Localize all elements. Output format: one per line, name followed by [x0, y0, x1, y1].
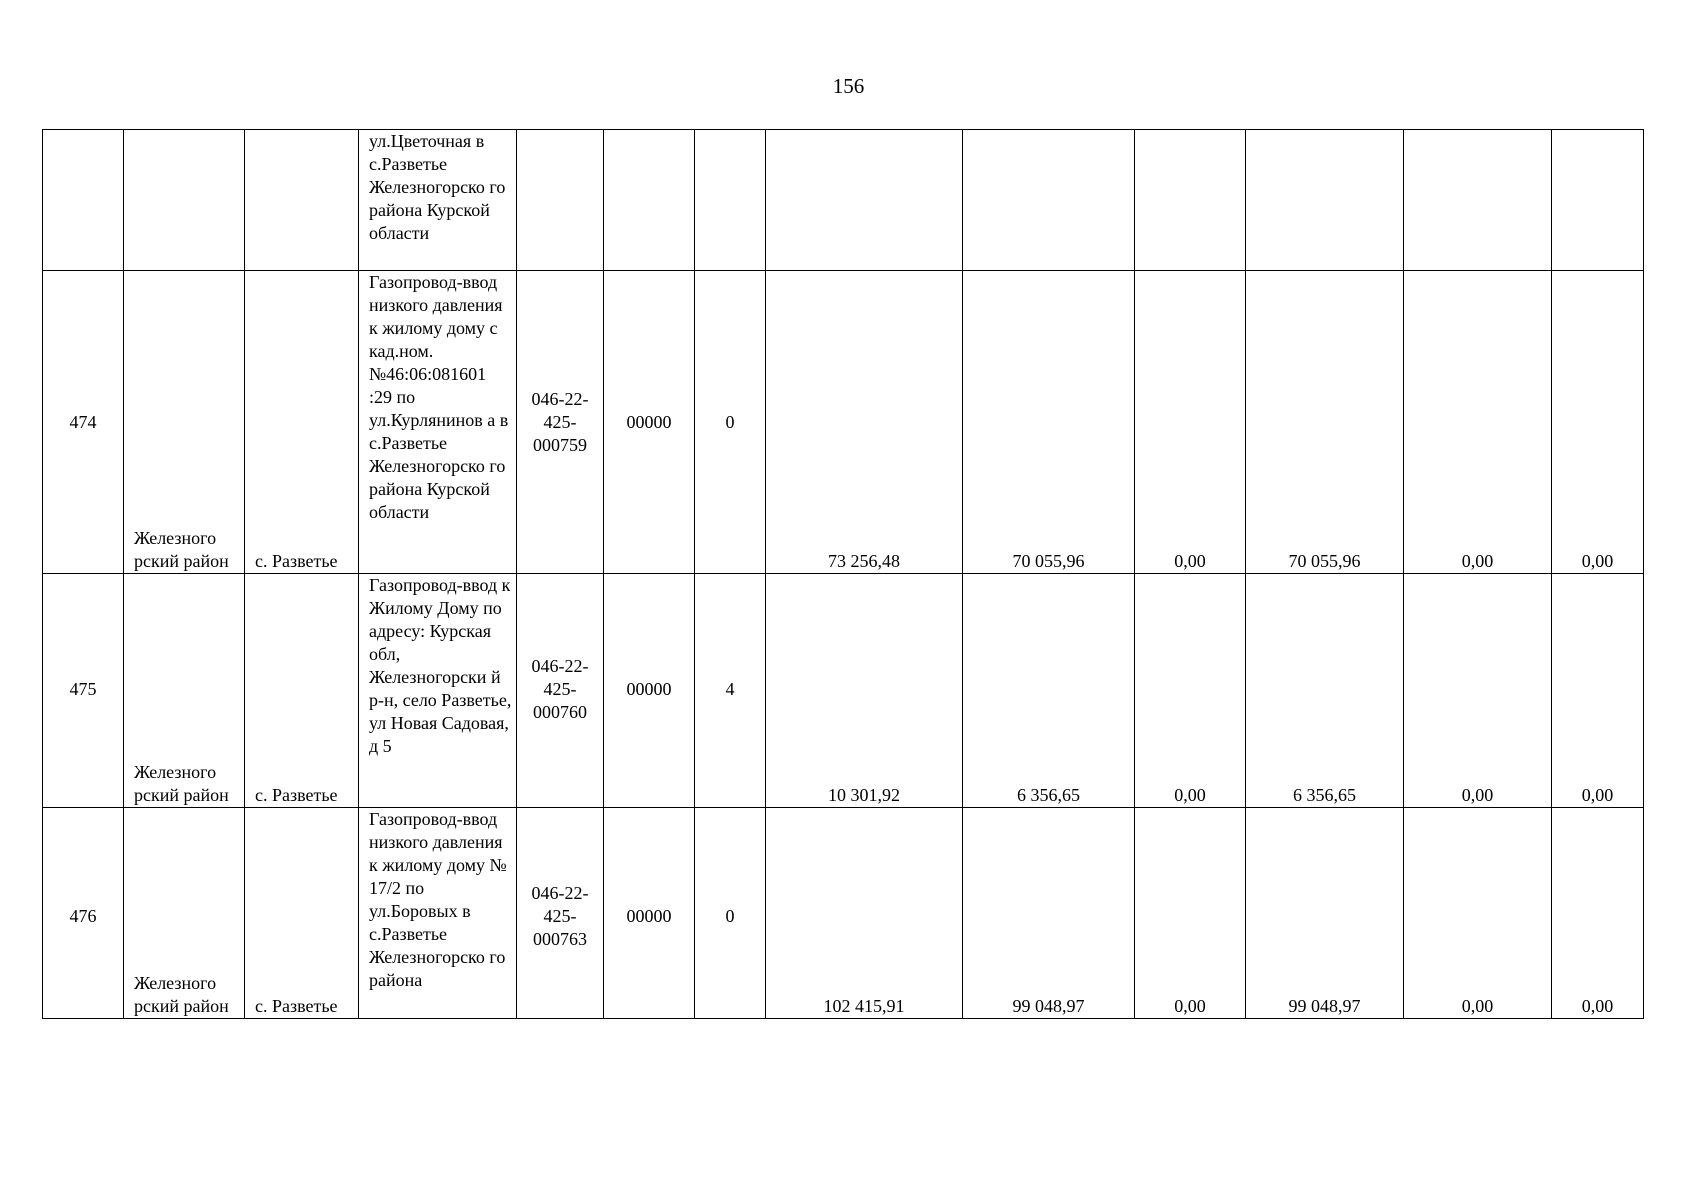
cell-value-2 [963, 271, 1135, 574]
cell-value-3 [1135, 574, 1246, 808]
col7-value: 0 [725, 412, 735, 432]
cell-code [517, 271, 604, 574]
table-row-continuation [43, 130, 1644, 271]
registry-code: 046-22-425-000760 [531, 656, 589, 722]
cell-district [124, 808, 245, 1019]
cell-district [124, 130, 245, 271]
value-4: 70 055,96 [1288, 551, 1361, 571]
cell-settlement [245, 808, 359, 1019]
settlement-name: с. Разветье [255, 551, 338, 571]
table-row [43, 271, 1644, 574]
cell-value-6 [1552, 574, 1644, 808]
value-5: 0,00 [1461, 785, 1494, 805]
registry-code: 046-22-425-000763 [531, 883, 589, 949]
col6-value: 00000 [626, 412, 672, 432]
cell-value-1 [766, 271, 963, 574]
cell-object [359, 130, 517, 271]
cell-value-1 [766, 808, 963, 1019]
cell-value-2 [963, 574, 1135, 808]
value-4: 6 356,65 [1293, 785, 1356, 805]
cell-value-4 [1246, 808, 1404, 1019]
cell-col7 [695, 574, 766, 808]
cell-col6 [604, 808, 695, 1019]
value-5: 0,00 [1461, 551, 1494, 571]
object-description: Газопровод-ввод к Жилому Дому по адресу: Курская обл, Железногорски й р-н, село Разветье, ул Новая Садовая, д 5 [369, 575, 512, 756]
col7-value: 4 [725, 679, 735, 699]
value-1: 10 301,92 [828, 785, 900, 805]
cell-value-5 [1404, 574, 1552, 808]
cell-district [124, 271, 245, 574]
col6-value: 00000 [626, 906, 672, 926]
table-row [43, 574, 1644, 808]
cell-value-5 [1404, 808, 1552, 1019]
object-description: Газопровод-ввод низкого давления к жилому дому № 17/2 по ул.Боровых в с.Разветье Железногорско го района [369, 809, 507, 990]
cell-value-6 [1552, 808, 1644, 1019]
settlement-name: с. Разветье [255, 996, 338, 1016]
value-2: 70 055,96 [1012, 551, 1085, 571]
cell-settlement [245, 271, 359, 574]
cell-object [359, 574, 517, 808]
value-3: 0,00 [1174, 551, 1206, 571]
cell-district [124, 574, 245, 808]
value-2: 99 048,97 [1012, 996, 1085, 1016]
value-1: 102 415,91 [823, 996, 905, 1016]
value-3: 0,00 [1174, 996, 1206, 1016]
cell-settlement [245, 574, 359, 808]
cell-code [517, 808, 604, 1019]
cell-object [359, 271, 517, 574]
cell-value-2 [963, 808, 1135, 1019]
district-name: Железного рский район [134, 762, 229, 805]
registry-code: 046-22-425-000759 [531, 389, 589, 455]
cell-no [43, 130, 124, 271]
cell-col6 [604, 574, 695, 808]
row-number: 475 [69, 679, 97, 699]
value-3: 0,00 [1174, 785, 1206, 805]
row-number: 476 [69, 906, 97, 926]
cell-no [43, 271, 124, 574]
value-6: 0,00 [1581, 785, 1614, 805]
property-register-table [42, 129, 1644, 1019]
settlement-name: с. Разветье [255, 785, 338, 805]
cell-col7 [695, 808, 766, 1019]
value-2: 6 356,65 [1017, 785, 1080, 805]
cell-value-4 [1246, 574, 1404, 808]
cell-value-6 [1552, 271, 1644, 574]
district-name: Железного рский район [134, 528, 229, 571]
col6-value: 00000 [626, 679, 672, 699]
cell-no [43, 574, 124, 808]
page-number: 156 [832, 74, 865, 98]
value-1: 73 256,48 [828, 551, 900, 571]
object-description: ул.Цветочная в с.Разветье Железногорско го района Курской области [369, 131, 506, 243]
value-6: 0,00 [1581, 996, 1614, 1016]
value-4: 99 048,97 [1288, 996, 1361, 1016]
cell-value-3 [1135, 271, 1246, 574]
value-5: 0,00 [1461, 996, 1494, 1016]
value-6: 0,00 [1581, 551, 1614, 571]
cell-col6 [604, 271, 695, 574]
col7-value: 0 [725, 906, 735, 926]
cell-no [43, 808, 124, 1019]
cell-value-3 [1135, 808, 1246, 1019]
object-description: Газопровод-ввод низкого давления к жилому дому с кад.ном. №46:06:081601 :29 по ул.Курлянинов а в с.Разветье Железногорско го района Курской области [369, 272, 509, 522]
row-number: 474 [69, 412, 97, 432]
cell-settlement [245, 130, 359, 271]
cell-col7 [695, 271, 766, 574]
table-row [43, 808, 1644, 1019]
district-name: Железного рский район [134, 973, 229, 1016]
cell-value-1 [766, 574, 963, 808]
cell-value-5 [1404, 271, 1552, 574]
cell-code [517, 574, 604, 808]
cell-value-4 [1246, 271, 1404, 574]
cell-object [359, 808, 517, 1019]
